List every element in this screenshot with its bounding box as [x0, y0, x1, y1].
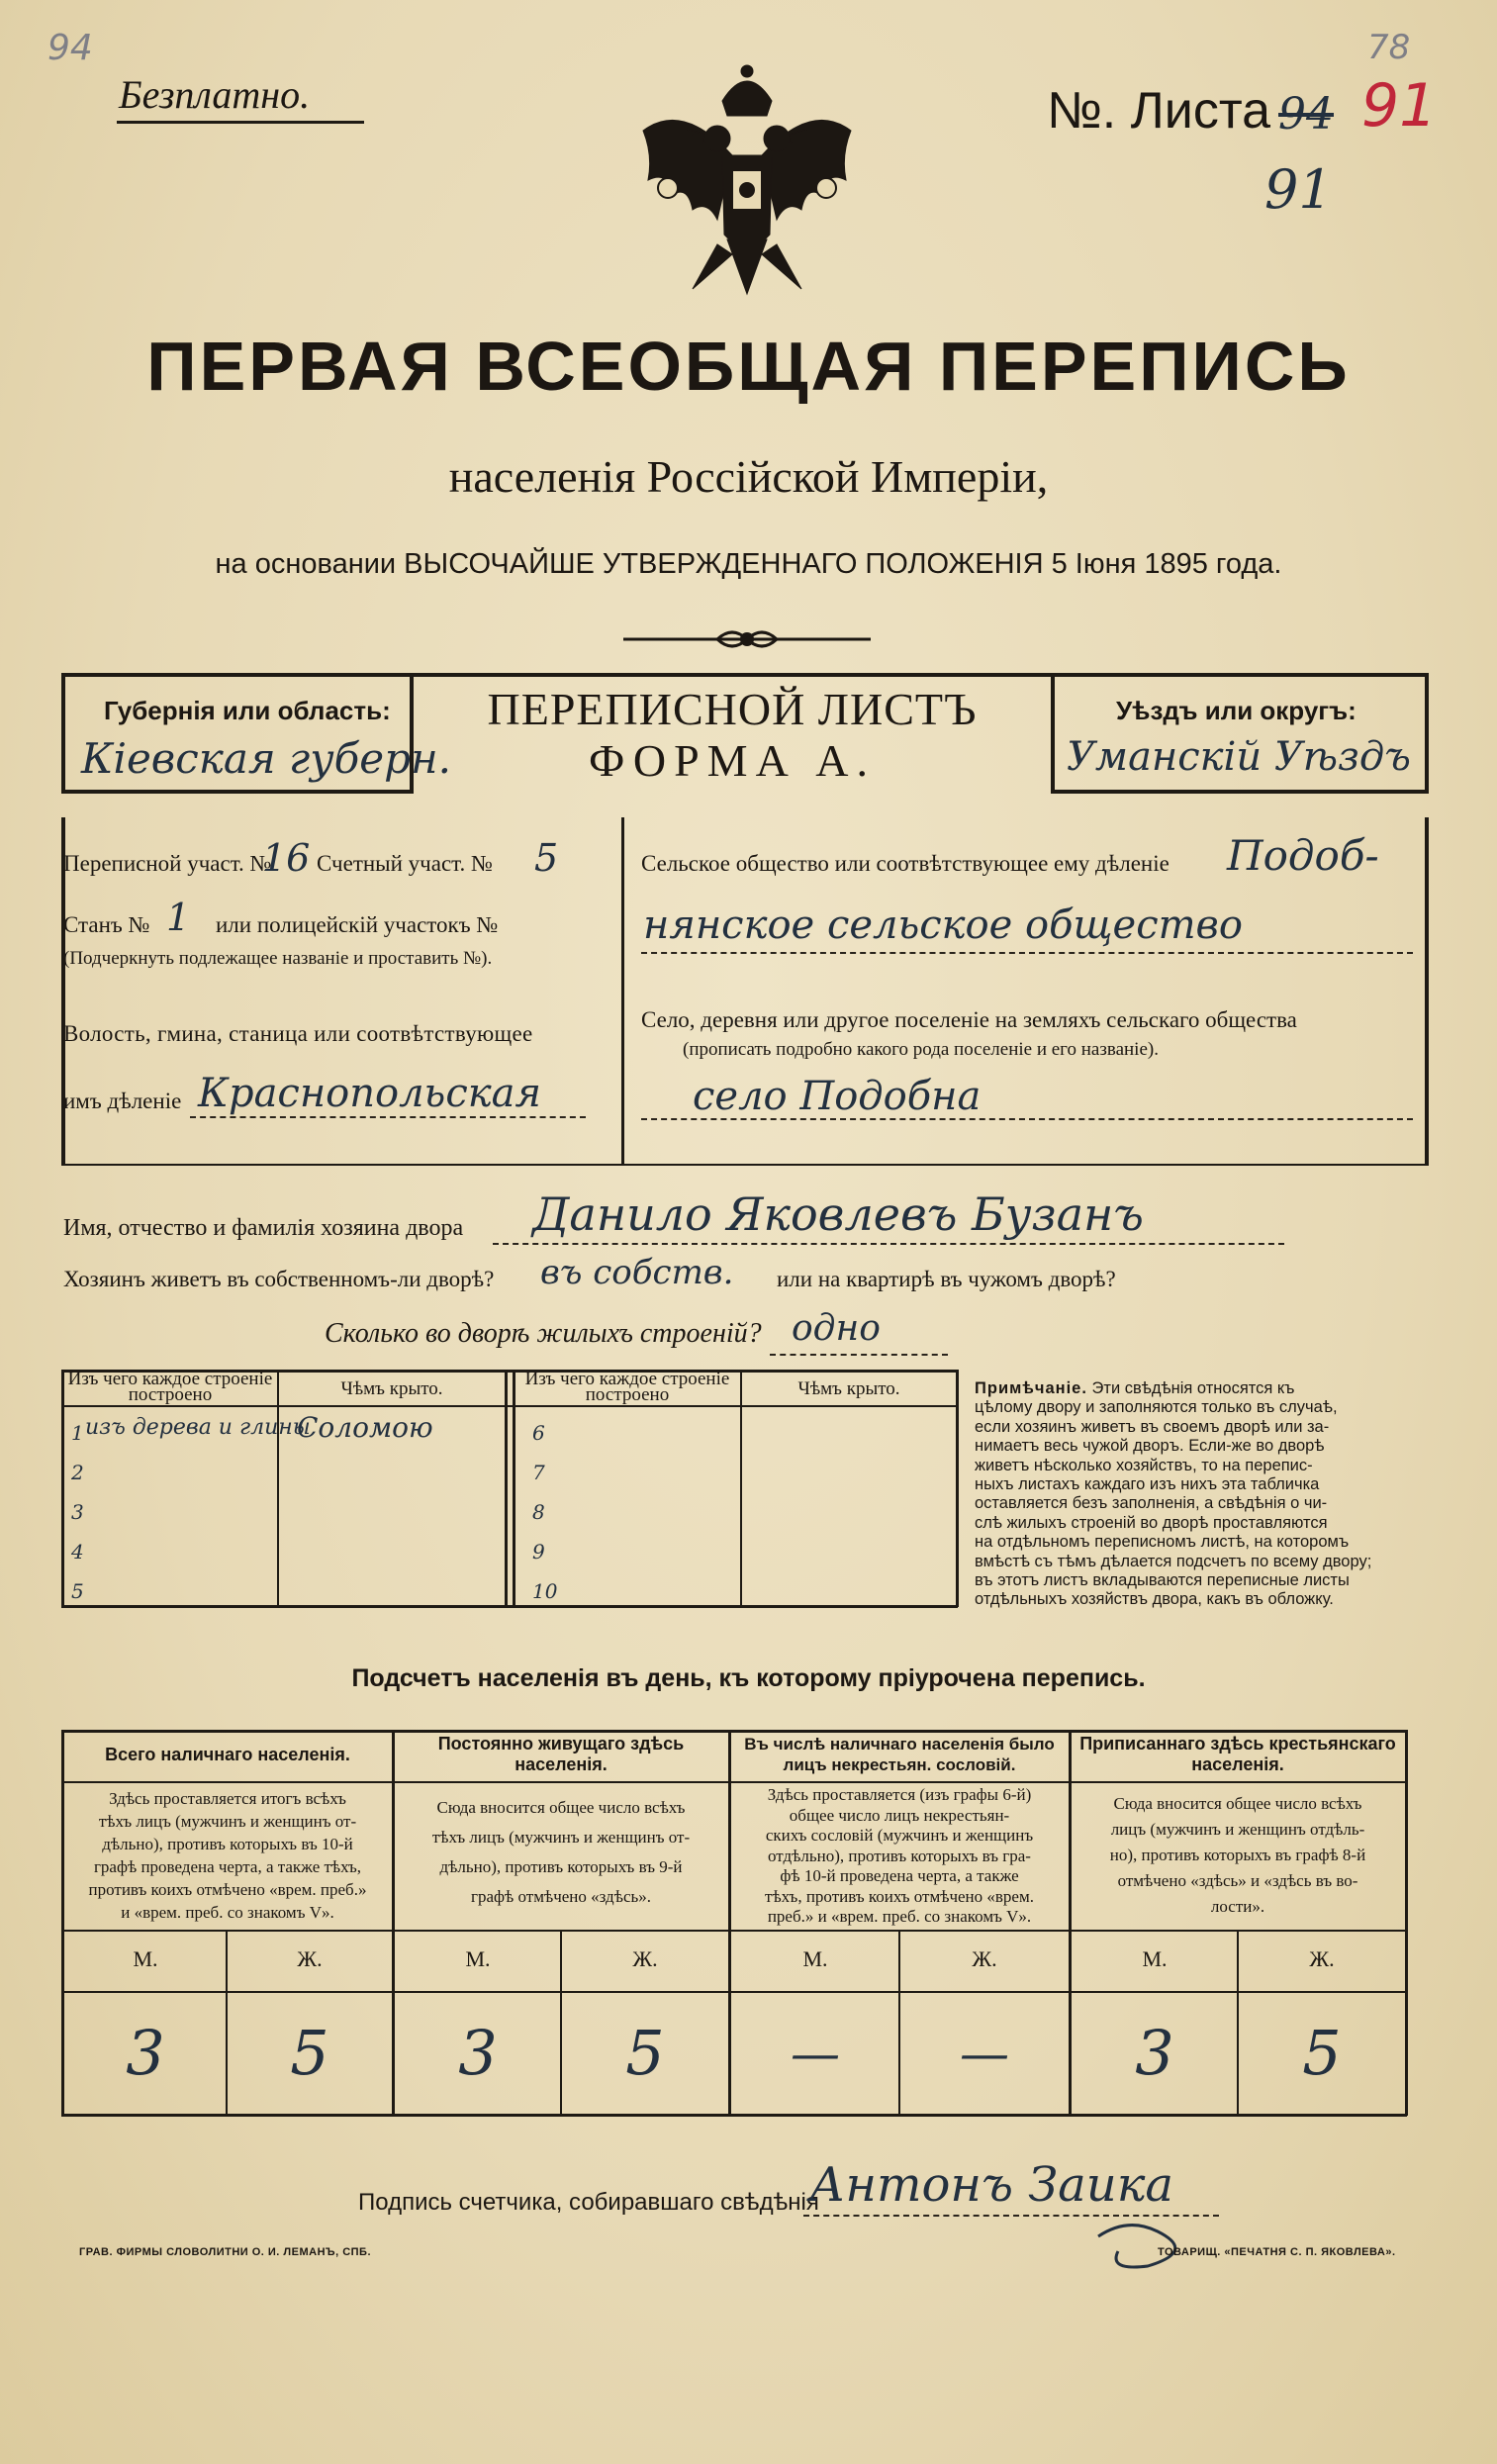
row-num-right: 9 — [532, 1540, 545, 1564]
sheet-number-label: №. Листа — [1047, 82, 1271, 140]
note-line: живетъ нѣсколько хозяйствъ, то на перепис- — [975, 1456, 1313, 1474]
value-peasant-f: 5 — [1302, 2017, 1342, 2089]
pop-col1-line: графѣ проведена черта, а также тѣхъ, — [93, 1857, 362, 1876]
ornament-icon — [623, 621, 871, 657]
note-line: вмѣстѣ съ тѣмъ дѣлается подсчетъ по всему двору; — [975, 1552, 1372, 1570]
note-title: Примѣчаніе. — [975, 1379, 1087, 1397]
residence-label: Хозяинъ живетъ въ собственномъ-ли дворѣ? — [63, 1267, 495, 1291]
population-title: Подсчетъ населенія въ день, къ которому пріурочена перепись. — [351, 1664, 1146, 1692]
row1-roof: Соломою — [297, 1411, 433, 1444]
pop-col3-line: Здѣсь проставляется (изъ графы 6-й) — [767, 1785, 1032, 1804]
pop-col2-line: Сюда вносится общее число всѣхъ — [436, 1798, 686, 1817]
pop-col1-line: дѣльно), противъ которыхъ въ 10-й — [102, 1835, 353, 1853]
note-line: ныхъ листахъ каждаго изъ нихъ эта табличка — [975, 1475, 1320, 1494]
note-block — [975, 1379, 1410, 1610]
pop-col4-line: лицъ (мужчинъ и женщинъ отдѣль- — [1110, 1820, 1365, 1839]
uezd-value: Уманскій Уѣздъ — [1067, 734, 1411, 780]
pop-col4-line: лости». — [1210, 1897, 1265, 1916]
value-total-f: 5 — [290, 2017, 329, 2089]
m-label: М. — [465, 1946, 491, 1971]
f-label: Ж. — [1309, 1946, 1335, 1971]
f-label: Ж. — [972, 1946, 997, 1971]
note-line: отдѣльныхъ хозяйствъ двора, какъ въ обложку. — [975, 1590, 1334, 1609]
count-area-label: Счетный участ. № — [317, 851, 493, 876]
pop-col4-line: но), противъ которыхъ въ графѣ 8-й — [1109, 1846, 1366, 1864]
pop-col4-line: Сюда вносится общее число всѣхъ — [1113, 1794, 1362, 1813]
signature-value: Антонъ Заика — [809, 2157, 1173, 2213]
pop-col2-line: тѣхъ лицъ (мужчинъ и женщинъ от- — [431, 1828, 691, 1847]
census-area-value: 16 — [262, 836, 311, 880]
double-headed-eagle-icon — [623, 61, 871, 309]
pop-col2-line: дѣльно), противъ которыхъ въ 9-й — [439, 1857, 683, 1876]
village-label: Село, деревня или другое поселеніе на земляхъ сельскаго общества — [641, 1007, 1297, 1032]
basis-line: на основании ВЫСОЧАЙШЕ УТВЕРЖДЕННАГО ПОЛОЖЕНІЯ 5 Іюня 1895 года. — [215, 548, 1282, 580]
row1-material: изъ дерева и глины — [85, 1415, 311, 1440]
sheet-number-struck: 94 — [1278, 89, 1334, 140]
village-value: село Подобна — [693, 1074, 982, 1119]
society-value-2: нянское сельское общество — [643, 902, 1243, 948]
village-note: (прописать подробно какого рода поселеніе и его названіе). — [683, 1039, 1159, 1060]
pop-col1-line: тѣхъ лицъ (мужчинъ и женщинъ от- — [98, 1812, 357, 1831]
pop-col4-title: Приписаннаго здѣсь крестьянскаго населенія. — [1079, 1734, 1396, 1774]
society-label: Сельское общество или соотвѣтствующее ему дѣленіе — [641, 851, 1170, 876]
free-label: Безплатно. — [119, 72, 311, 117]
f-label: Ж. — [632, 1946, 658, 1971]
row-num-left: 5 — [71, 1579, 84, 1603]
note-line: нимаетъ весь чужой дворъ. Если-же во дворѣ — [975, 1437, 1325, 1456]
row-num-left: 2 — [71, 1461, 84, 1484]
subtitle: населенія Россійской Имперіи, — [448, 451, 1049, 502]
count-area-value: 5 — [534, 836, 559, 880]
m-label: М. — [1142, 1946, 1168, 1971]
note-line: цѣлому двору и заполняются только въ случаѣ, — [975, 1398, 1338, 1417]
pop-col3-line: преб.» и «врем. преб. со знакомъ V». — [767, 1907, 1032, 1926]
volost-label: Волость, гмина, станица или соотвѣтствующее — [63, 1021, 533, 1046]
gubernia-label: Губернія или область: — [104, 696, 391, 725]
society-value-1: Подоб- — [1227, 831, 1379, 880]
volost-label-2: имъ дѣленіе — [63, 1089, 182, 1113]
pop-col3-line: отдѣльно), противъ которыхъ въ гра- — [768, 1846, 1031, 1865]
pop-col3-title: Въ числѣ наличнаго населенія было лицъ некрестьян. сословій. — [744, 1735, 1055, 1774]
form-subtitle: ФОРМА А. — [588, 735, 877, 786]
note-line: на отдѣльномъ переписномъ листѣ, на которомъ — [975, 1533, 1350, 1552]
note-line: если хозяинъ живетъ въ своемъ дворѣ или за- — [975, 1417, 1330, 1436]
uezd-label: Уѣздъ или округъ: — [1116, 696, 1357, 725]
row-num-left: 4 — [71, 1540, 84, 1564]
row-num-right: 6 — [532, 1421, 545, 1445]
form-title: ПЕРЕПИСНОЙ ЛИСТЪ — [487, 684, 978, 734]
value-nonpeasant-m: — — [791, 2025, 840, 2082]
row-num-left: 3 — [71, 1500, 84, 1524]
sheet-number-red: 91 — [1361, 71, 1438, 141]
pop-col1-line: противъ коихъ отмѣчено «врем. преб.» — [88, 1880, 367, 1899]
stan-label: Станъ № — [63, 912, 150, 937]
note-line: Эти свѣдѣнія относятся къ — [1091, 1379, 1295, 1397]
value-permanent-f: 5 — [625, 2017, 665, 2089]
pop-col4-line: отмѣчено «здѣсь» и «здѣсь въ во- — [1117, 1871, 1358, 1890]
buildings-value: одно — [792, 1308, 881, 1349]
pop-col2-line: графѣ отмѣчено «здѣсь». — [471, 1887, 651, 1906]
row-num-right: 7 — [532, 1461, 545, 1484]
buildings-label: Сколько во дворѣ жилыхъ строеній? — [325, 1318, 762, 1349]
owner-name-label: Имя, отчество и фамилія хозяина двора — [63, 1215, 464, 1241]
residence-alt-label: или на квартирѣ въ чужомъ дворѣ? — [777, 1267, 1116, 1291]
value-peasant-m: 3 — [1135, 2017, 1174, 2089]
value-total-m: 3 — [126, 2017, 165, 2089]
district-note: (Подчеркнуть подлежащее названіе и проставить №). — [63, 948, 493, 969]
note-line: въ этотъ листъ вкладываются переписные листы — [975, 1571, 1350, 1590]
row-num-right: 10 — [532, 1579, 558, 1603]
pop-col1-title: Всего наличнаго населенія. — [105, 1745, 350, 1764]
f-label: Ж. — [297, 1946, 323, 1971]
signature-label: Подпись счетчика, собиравшаго свѣдѣнія — [358, 2189, 819, 2216]
imprint-right: ТОВАРИЩ. «ПЕЧАТНЯ С. П. ЯКОВЛЕВА». — [1158, 2246, 1396, 2258]
census-area-label: Переписной участ. № — [63, 851, 272, 876]
note-line: оставляется безъ заполненія, а свѣдѣнія о чи- — [975, 1494, 1328, 1513]
m-label: М. — [802, 1946, 828, 1971]
pop-col3-line: тѣхъ, противъ коихъ отмѣчено «врем. — [765, 1886, 1034, 1906]
police-label: или полицейскій участокъ № — [216, 912, 499, 937]
gubernia-value: Кіевская губерн. — [81, 734, 452, 783]
row-num-right: 8 — [532, 1500, 545, 1524]
value-permanent-m: 3 — [458, 2017, 498, 2089]
pop-col3-line: фѣ 10-й проведена черта, а также — [780, 1866, 1019, 1885]
sheet-number-below: 91 — [1264, 158, 1333, 221]
pencil-number-left: 94 — [47, 28, 93, 68]
signature-flourish-icon — [1088, 2207, 1217, 2276]
owner-name-value: Данило Яковлевъ Бузанъ — [532, 1187, 1144, 1241]
residence-value: въ собств. — [540, 1253, 734, 1292]
col-material-header-right: Изъ чего каждое строеніе построено — [524, 1369, 730, 1405]
pencil-number-right: 78 — [1367, 28, 1411, 67]
stan-value: 1 — [166, 896, 191, 939]
value-nonpeasant-f: — — [960, 2025, 1009, 2082]
col-roof-header-right: Чѣмъ крыто. — [797, 1378, 900, 1399]
pop-col3-line: скихъ сословій (мужчинъ и женщинъ — [765, 1826, 1034, 1845]
col-material-header-left: Изъ чего каждое строеніе построено — [67, 1369, 273, 1405]
pop-col1-line: и «врем. преб. со знакомъ V». — [121, 1903, 334, 1922]
volost-value: Краснопольская — [198, 1071, 541, 1116]
row-num-left: 1 — [71, 1421, 84, 1445]
imprint-left: ГРАВ. ФИРМЫ СЛОВОЛИТНИ О. И. ЛЕМАНЪ, СПБ. — [79, 2246, 372, 2258]
note-line: слѣ жилыхъ строеній во дворѣ проставляются — [975, 1513, 1328, 1532]
pop-col1-line: Здѣсь проставляется итогъ всѣхъ — [109, 1789, 346, 1808]
pop-col3-line: общее число лицъ некрестьян- — [789, 1805, 1010, 1825]
col-roof-header-left: Чѣмъ крыто. — [340, 1378, 443, 1399]
main-title: ПЕРВАЯ ВСЕОБЩАЯ ПЕРЕПИСЬ — [146, 328, 1351, 405]
m-label: М. — [133, 1946, 158, 1971]
pop-col2-title: Постоянно живущаго здѣсь населенія. — [437, 1734, 685, 1774]
